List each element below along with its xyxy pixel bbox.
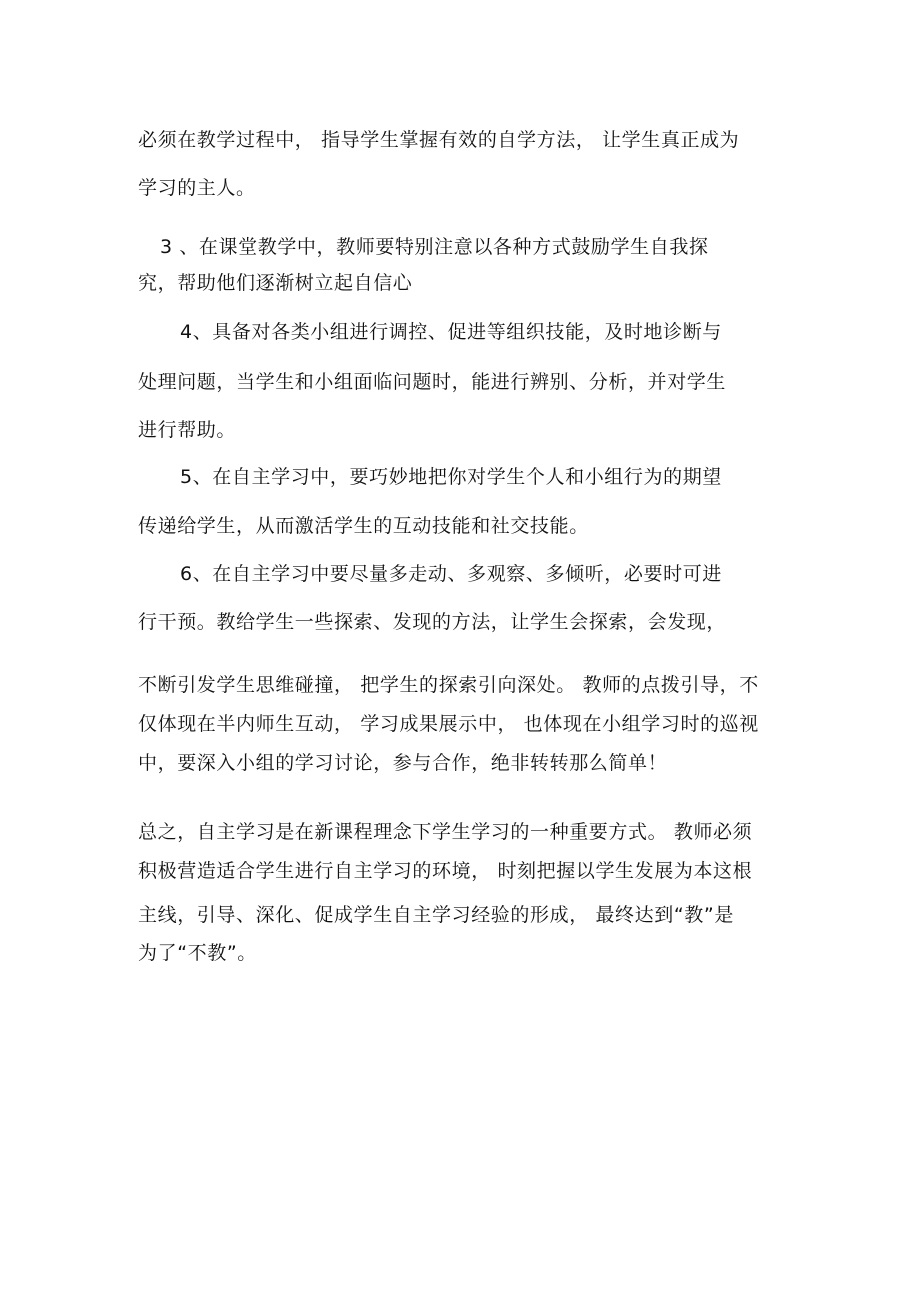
text-line: 6、在自主学习中要尽量多走动、多观察、多倾听，必要时可进 xyxy=(180,563,722,585)
text-line: 5、在自主学习中，要巧妙地把你对学生个人和小组行为的期望 xyxy=(180,466,722,488)
text-line: 中，要深入小组的学习讨论，参与合作，绝非转转那么简单！ xyxy=(138,752,668,774)
text-line: 处理问题，当学生和小组面临问题时，能进行辨别、分析，并对学生 xyxy=(138,371,727,393)
text-line: 主线，引导、深化、促成学生自主学习经验的形成， 最终达到“教”是 xyxy=(138,904,734,926)
text-line: 不断引发学生思维碰撞， 把学生的探索引向深处。 教师的点拨引导，不 xyxy=(138,674,759,696)
text-line: 总之，自主学习是在新课程理念下学生学习的一种重要方式。 教师必须 xyxy=(138,821,753,843)
text-line: 必须在教学过程中， 指导学生掌握有效的自学方法， 让学生真正成为 xyxy=(138,129,740,151)
text-line: 积极营造适合学生进行自主学习的环境， 时刻把握以学生发展为本这根 xyxy=(138,860,753,882)
text-line: 4、具备对各类小组进行调控、促进等组织技能，及时地诊断与 xyxy=(180,321,722,343)
text-line: 进行帮助。 xyxy=(138,419,237,441)
text-line: 学习的主人。 xyxy=(138,177,256,199)
text-line: 仅体现在半内师生互动， 学习成果展示中， 也体现在小组学习时的巡视 xyxy=(138,713,759,735)
text-line: 行干预。教给学生一些探索、发现的方法，让学生会探索，会发现， xyxy=(138,611,727,633)
text-line: 为了“不教”。 xyxy=(138,942,257,964)
text-line: 3 、在课堂教学中，教师要特别注意以各种方式鼓励学生自我探 xyxy=(160,236,709,258)
text-line: 传递给学生，从而激活学生的互动技能和社交技能。 xyxy=(138,515,589,537)
text-line: 究，帮助他们逐渐树立起自信心 xyxy=(138,272,413,294)
